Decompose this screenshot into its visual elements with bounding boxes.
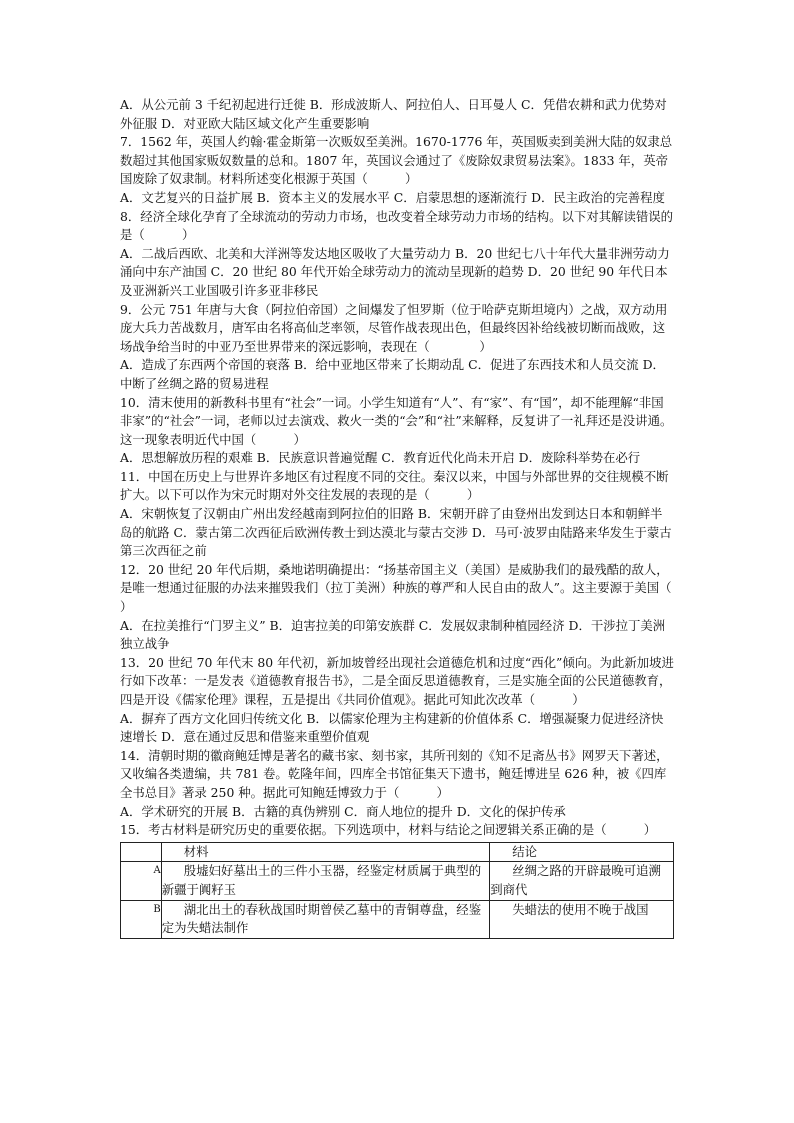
row-letter: A — [121, 862, 162, 900]
q11-stem: 11．中国在历史上与世界许多地区有过程度不同的交往。秦汉以来，中国与外部世界的交往规模不断扩大。以下可以作为宋元时期对外交往发展的表现的是（ ） — [120, 468, 669, 503]
header-conclusion: 结论 — [512, 843, 538, 859]
header-conclusion-cell — [490, 842, 674, 862]
q12-options: A．在拉美推行“门罗主义” B．迫害拉美的印第安族群 C．发展奴隶制种植园经济 D．干涉拉丁美洲独立战争 — [120, 617, 666, 652]
row-material — [161, 862, 490, 900]
q8-stem: 8．经济全球化孕育了全球流动的劳动力市场，也改变着全球劳动力市场的结构。以下对其解读错误的是（ ） — [120, 208, 674, 243]
q9-options: A．造成了东西两个帝国的衰落 B．给中亚地区带来了长期动乱 C．促进了东西技术和人员交流 D．中断了丝绸之路的贸易进程 — [120, 357, 665, 391]
row-conclusion — [490, 900, 674, 938]
row-material-text: 湖北出土的春秋战国时期曾侯乙墓中的青铜尊盘，经鉴定为失蜡法制作 — [161, 901, 482, 936]
q15-table — [120, 842, 674, 939]
q14-options: A．学术研究的开展 B．古籍的真伪辨别 C．商人地位的提升 D．文化的保护传承 — [120, 803, 566, 819]
q9-stem: 9．公元 751 年唐与大食（阿拉伯帝国）之间爆发了怛罗斯（位于哈萨克斯坦境内）之战，双方动用庞大兵力苦战数月，唐军由名将高仙芝率领，尽管作战表现出色，但最终因补给线被切断而战败，这场战争给当时的中亚乃至世界带来的深远影响，表现在（ ） — [120, 301, 668, 354]
q13-options: A．摒弃了西方文化回归传统文化 B．以儒家伦理为主构建新的价值体系 C．增强凝聚力促进经济快速增长 D．意在通过反思和借鉴来重塑价值观 — [120, 710, 664, 745]
table-row — [121, 900, 674, 938]
q11-options: A．宋朝恢复了汉朝由广州出发经越南到阿拉伯的旧路 B．宋朝开辟了由登州出发到达日本和朝鲜半岛的航路 C．蒙古第二次西征后欧洲传教士到达漠北与蒙古交涉 D．马可·波罗由陆路来华发生于蒙古第三次西征之前 — [120, 506, 672, 559]
q8-options: A．二战后西欧、北美和大洋洲等发达地区吸收了大量劳动力 B．20 世纪七八十年代大量非洲劳动力涌向中东产油国 C．20 世纪 80 年代开始全球劳动力的流动呈现新的趋势 D．20 世纪 90 年代日本及亚洲新兴工业国吸引许多亚非移民 — [120, 245, 670, 298]
table-row — [121, 862, 674, 900]
row-conclusion-text: 失蜡法的使用不晚于战国 — [512, 901, 649, 917]
row-conclusion — [490, 862, 674, 900]
q10-options: A．思想解放历程的艰难 B．民族意识普遍觉醒 C．教育近代化尚未开启 D．废除科举势在必行 — [120, 450, 641, 466]
q12-stem: 12．20 世纪 20 年代后期，桑地诺明确提出：“扬基帝国主义（美国）是威胁我们的最残酷的敌人，是唯一想通过征服的办法来摧毁我们（拉丁美洲）种族的尊严和人民自由的敌人”。这主要源于美国（ ） — [120, 561, 722, 615]
header-letter-cell — [121, 842, 162, 862]
q7-stem: 7．1562 年，英国人约翰·霍金斯第一次贩奴至美洲。1670-1776 年，英国贩卖到美洲大陆的奴隶总数超过其他国家贩奴数量的总和。1807 年，英国议会通过了《废除奴隶贸易法案》。1833 年，英帝国废除了奴隶制。材料所述变化根源于英国（ ） — [120, 134, 673, 187]
q15-stem: 15．考古材料是研究历史的重要依据。下列选项中，材料与结论之间逻辑关系正确的是（ ） — [120, 822, 657, 838]
row-material — [161, 900, 490, 938]
q13-stem: 13．20 世纪 70 年代末 80 年代初，新加坡曾经出现社会道德危机和过度“西化”倾向。为此新加坡进行如下改革：一是发表《道德教育报告书》，二是全面反思道德教育，三是实施全面的公民道德教育，四是开设《儒家伦理》课程，五是提出《共同价值观》。据此可知此次改革（ ） — [120, 654, 674, 707]
q10-stem: 10．清末使用的新教科书里有“社会”一词。小学生知道有“人”、有“家”、有“国”，却不能理解“非国非家”的“社会”一词，老师以过去演戏、救火一类的“会”和“社”来解释，反复讲了一礼拜还是没讲通。这一现象表明近代中国（ ） — [120, 394, 673, 447]
q14-stem: 14．清朝时期的徽商鲍廷博是著名的藏书家、刻书家，其所刊刻的《知不足斋丛书》网罗天下著述，又收编各类遗编，共 781 卷。乾隆年间，四库全书馆征集天下遗书，鲍廷博进呈 626 种，被《四库全书总目》著录 250 种。据此可知鲍廷博致力于（ ） — [120, 747, 669, 800]
header-material-cell — [161, 842, 490, 862]
table-header-row — [121, 842, 674, 862]
q7-options: A．文艺复兴的日益扩展 B．资本主义的发展水平 C．启蒙思想的逐渐流行 D．民主政治的完善程度 — [120, 189, 665, 205]
row-conclusion-text: 丝绸之路的开辟最晚可追溯到商代 — [490, 863, 661, 897]
exam-page — [120, 96, 722, 939]
row-letter: B — [121, 900, 162, 938]
row-material-text: 殷墟妇好墓出土的三件小玉器，经鉴定材质属于典型的新疆于阗籽玉 — [161, 863, 482, 897]
header-material: 材料 — [183, 843, 209, 859]
q6-options: A．从公元前 3 千纪初起进行迁徙 B．形成波斯人、阿拉伯人、日耳曼人 C．凭借农耕和武力优势对外征服 D．对亚欧大陆区域文化产生重要影响 — [120, 97, 667, 131]
